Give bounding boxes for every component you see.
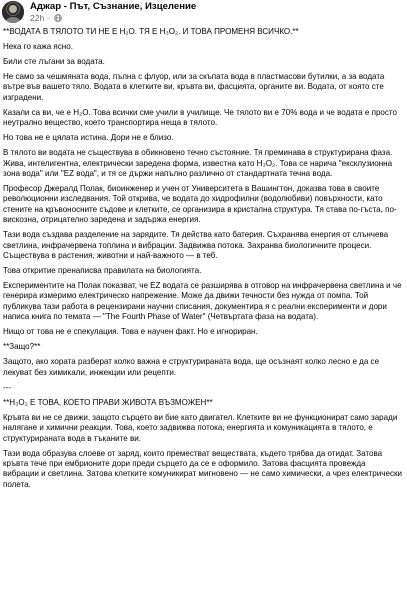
page-avatar[interactable] <box>2 1 24 23</box>
post-paragraph: Тази вода създава разделение на зарядите. Тя действа като батерия. Съхранява енергия от слънчева светлина, инфрачервена топлина и вибрации. Задвижва потока. Захранва биологичните процеси. Съществува в растения, животни и най-важното — в теб. <box>3 230 389 261</box>
post-paragraph: Не само за чешмяната вода, пълна с флуор, или за скъпата вода в пластмасови бутилки, а за водата вътре във вашето тяло. Водата в клетките ви, кръвта ви, фасцията, органите ви. Водата, от която сте изградени. <box>3 72 385 102</box>
post-paragraph: Кръвта ви не се движи, защото сърцето ви бие като двигател. Клетките ви не функционират само заради налягане и химични реакции. Това, което задвижва потока, енергията и комуникацията в тялото, е структурираната вода в тъканите ви. <box>3 412 398 443</box>
post-paragraph: Казали са ви, че е H₂O. Това всички сме учили в училище. Че тялото ви е 70% вода и че водата е просто неутрално вещество, което транспортира неща в тялото. <box>3 107 397 128</box>
post-paragraph: Били сте лъгани за водата. <box>3 57 105 66</box>
post-heading: **ВОДАТА В ТЯЛОТО ТИ НЕ Е H₂O. ТЯ Е H₃O₂. И ТОВА ПРОМЕНЯ ВСИЧКО.** <box>3 27 299 36</box>
avatar-image-icon <box>2 1 24 23</box>
post-paragraph: Нищо от това не е спекулация. Това е научен факт. Но е игнориран. <box>3 327 258 337</box>
post-paragraph: Тази вода образува слоеве от заряд, които преместват веществата, където трябва да отидат. Затова кръвта тече при ембрионите дори преди сърцето да се е оформило. Затова фасцията провежда вибрации и светлина. Затова клетките комуникират мигновено — не само химически, а чрез електрически полета. <box>3 448 402 489</box>
post-meta <box>30 13 62 25</box>
post-header <box>0 0 407 26</box>
post-subheading: **H₃O₂ Е ТОВА, КОЕТО ПРАВИ ЖИВОТА ВЪЗМОЖЕН** <box>3 397 213 407</box>
post-paragraph: Експериментите на Полак показват, че EZ водата се разширява в отговор на инфрачервена светлина и че генерира измеримо електрическо напрежение. Може да движи течности без нужда от помпа. Той публикува тази работа в рецензирани научни списания, документира я с реални експерименти и дори написа книга по темата — "The Fourth Phase of Water" (Четвъртата фаза на водата). <box>3 281 402 322</box>
meta-separator: · <box>46 13 50 23</box>
post-paragraph: Това откритие пренаписва правилата на биологията. <box>3 266 202 276</box>
post-body <box>3 27 403 495</box>
post-paragraph: Нека го кажа ясно. <box>3 42 73 51</box>
post-divider: --- <box>3 382 12 392</box>
post-paragraph: Защото, ако хората разберат колко важна е структурираната вода, ще осъзнаят колко лесно е да се лекуват без химикали, инжекции или рецепти. <box>3 357 380 377</box>
post-paragraph: В тялото ви водата не съществува в обикновено течно състояние. Тя преминава в структурирана фаза. Жива, интелигентна, електрически заредена форма, известна като H₃O₂. Това се нарича "ексклузионна зона вода" или "EZ вода", и тя се държи напълно различно от стандартната течна вода. <box>3 148 393 179</box>
page-name[interactable]: Аджар - Път, Съзнание, Изцеление <box>30 1 197 12</box>
post-time[interactable]: 22h <box>30 13 45 23</box>
post-subheading: **Защо?** <box>3 342 41 352</box>
post-paragraph: Но това не е цялата истина. Дори не е близо. <box>3 133 174 143</box>
post-paragraph: Професор Джералд Полак, биоинженер и учен от Университета в Вашингтон, доказва това в своите революционни изследвания. Той открива, че водата до хидрофилни (водолюбиви) повърхности, като стените на кръвоносните съдове и клетките, се организира в кристална структура. Тя става по-гъста, по-вискозна, отрицателно заредена и задържа енергия. <box>3 184 397 225</box>
globe-icon <box>54 14 62 25</box>
